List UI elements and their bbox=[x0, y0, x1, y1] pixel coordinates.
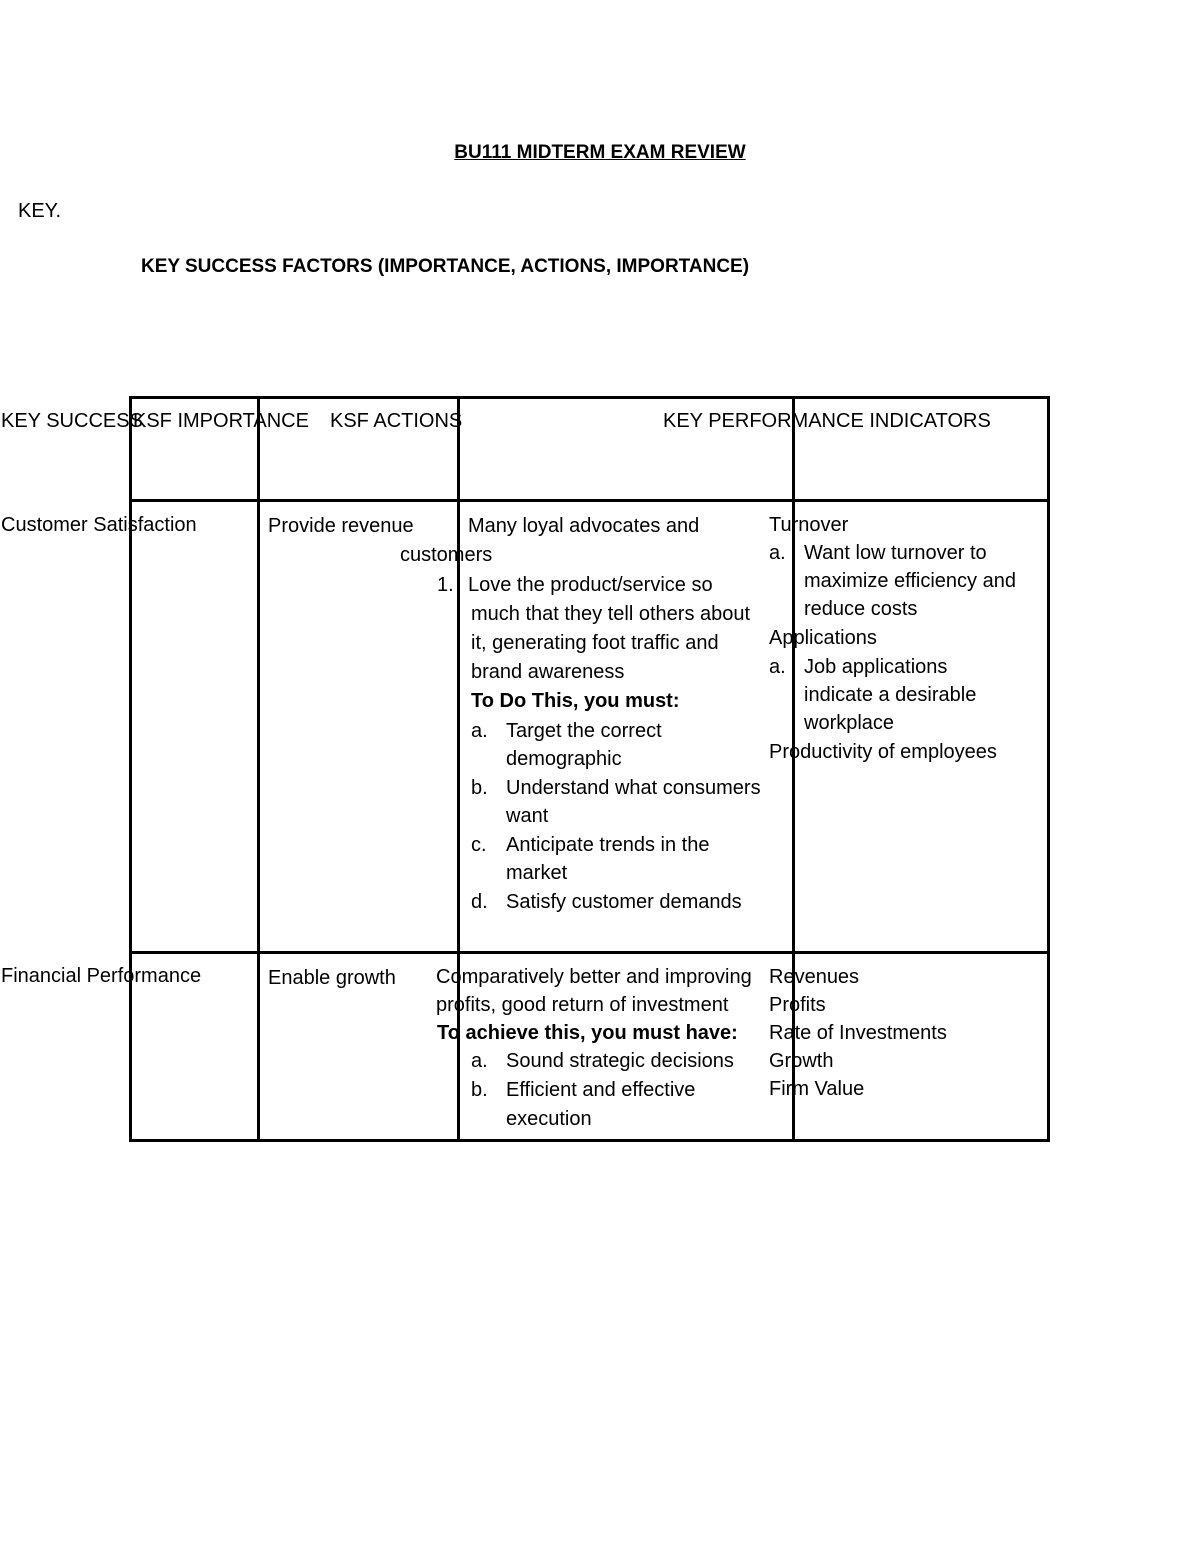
row-importance: Enable growth bbox=[268, 967, 396, 989]
numbered-item-line: Love the product/service so bbox=[468, 574, 713, 596]
list-item-line: Sound strategic decisions bbox=[506, 1050, 734, 1072]
key-label: KEY. bbox=[18, 200, 61, 222]
kpi-item-line: workplace bbox=[804, 712, 895, 734]
kpi-item-line: Want low turnover to bbox=[804, 542, 987, 564]
kpi-heading: Applications bbox=[769, 627, 877, 649]
row-factor-financial-performance: Financial Performance bbox=[1, 965, 202, 987]
header-ksf-importance: KSF IMPORTANCE bbox=[133, 410, 309, 432]
action-intro-line: Comparatively better and improving bbox=[436, 966, 752, 988]
list-item-line: execution bbox=[506, 1108, 592, 1130]
numbered-item-line: brand awareness bbox=[471, 661, 625, 683]
row-factor-customer-satisfaction: Customer Satisfaction bbox=[1, 514, 197, 536]
list-item-line: Efficient and effective bbox=[506, 1079, 696, 1101]
list-item-line: Target the correct bbox=[506, 720, 662, 742]
list-item-line: Anticipate trends in the bbox=[506, 834, 710, 856]
kpi-heading: Productivity of employees bbox=[769, 741, 997, 763]
list-marker: c. bbox=[471, 834, 487, 856]
list-item-line: market bbox=[506, 862, 568, 884]
table-row-divider bbox=[129, 499, 1050, 502]
list-item-line: Understand what consumers bbox=[506, 777, 761, 799]
header-key-success: KEY SUCCESS bbox=[1, 410, 143, 432]
document-title: BU111 MIDTERM EXAM REVIEW bbox=[454, 142, 746, 163]
list-marker: b. bbox=[471, 777, 488, 799]
table-border-top bbox=[129, 396, 1050, 399]
row-importance: Provide revenue bbox=[268, 515, 414, 537]
kpi-item: Firm Value bbox=[769, 1078, 865, 1100]
table-row-divider bbox=[129, 951, 1050, 954]
list-marker: a. bbox=[769, 656, 786, 678]
kpi-item-line: maximize efficiency and bbox=[804, 570, 1016, 592]
list-item-line: demographic bbox=[506, 748, 622, 770]
list-marker: a. bbox=[769, 542, 786, 564]
must-label: To Do This, you must: bbox=[471, 690, 680, 712]
section-subtitle: KEY SUCCESS FACTORS (IMPORTANCE, ACTIONS, IMPORTANCE) bbox=[141, 256, 750, 277]
must-label: To achieve this, you must have: bbox=[437, 1022, 738, 1044]
header-ksf-actions: KSF ACTIONS bbox=[330, 410, 463, 432]
table-border-left bbox=[129, 396, 132, 1142]
list-marker: a. bbox=[471, 720, 488, 742]
kpi-item: Revenues bbox=[769, 966, 860, 988]
header-kpi: KEY PERFORMANCE INDICATORS bbox=[663, 410, 991, 432]
table-border-bottom bbox=[129, 1139, 1050, 1142]
list-item-line: want bbox=[506, 805, 549, 827]
list-marker: b. bbox=[471, 1079, 488, 1101]
numbered-item-line: much that they tell others about bbox=[471, 603, 751, 625]
table-col-divider bbox=[257, 396, 260, 1142]
kpi-heading: Turnover bbox=[769, 514, 849, 536]
kpi-item: Growth bbox=[769, 1050, 834, 1072]
action-intro-line: profits, good return of investment bbox=[436, 994, 729, 1016]
action-intro-line: customers bbox=[400, 544, 493, 566]
kpi-item: Profits bbox=[769, 994, 826, 1016]
list-marker: a. bbox=[471, 1050, 488, 1072]
kpi-item-line: Job applications bbox=[804, 656, 948, 678]
kpi-item-line: indicate a desirable bbox=[804, 684, 977, 706]
numbered-item-line: it, generating foot traffic and bbox=[471, 632, 719, 654]
kpi-item-line: reduce costs bbox=[804, 598, 918, 620]
kpi-item: Rate of Investments bbox=[769, 1022, 947, 1044]
list-item-line: Satisfy customer demands bbox=[506, 891, 742, 913]
action-intro-line: Many loyal advocates and bbox=[468, 515, 700, 537]
table-border-right bbox=[1047, 396, 1050, 1142]
numbered-marker: 1. bbox=[437, 574, 454, 596]
list-marker: d. bbox=[471, 891, 488, 913]
